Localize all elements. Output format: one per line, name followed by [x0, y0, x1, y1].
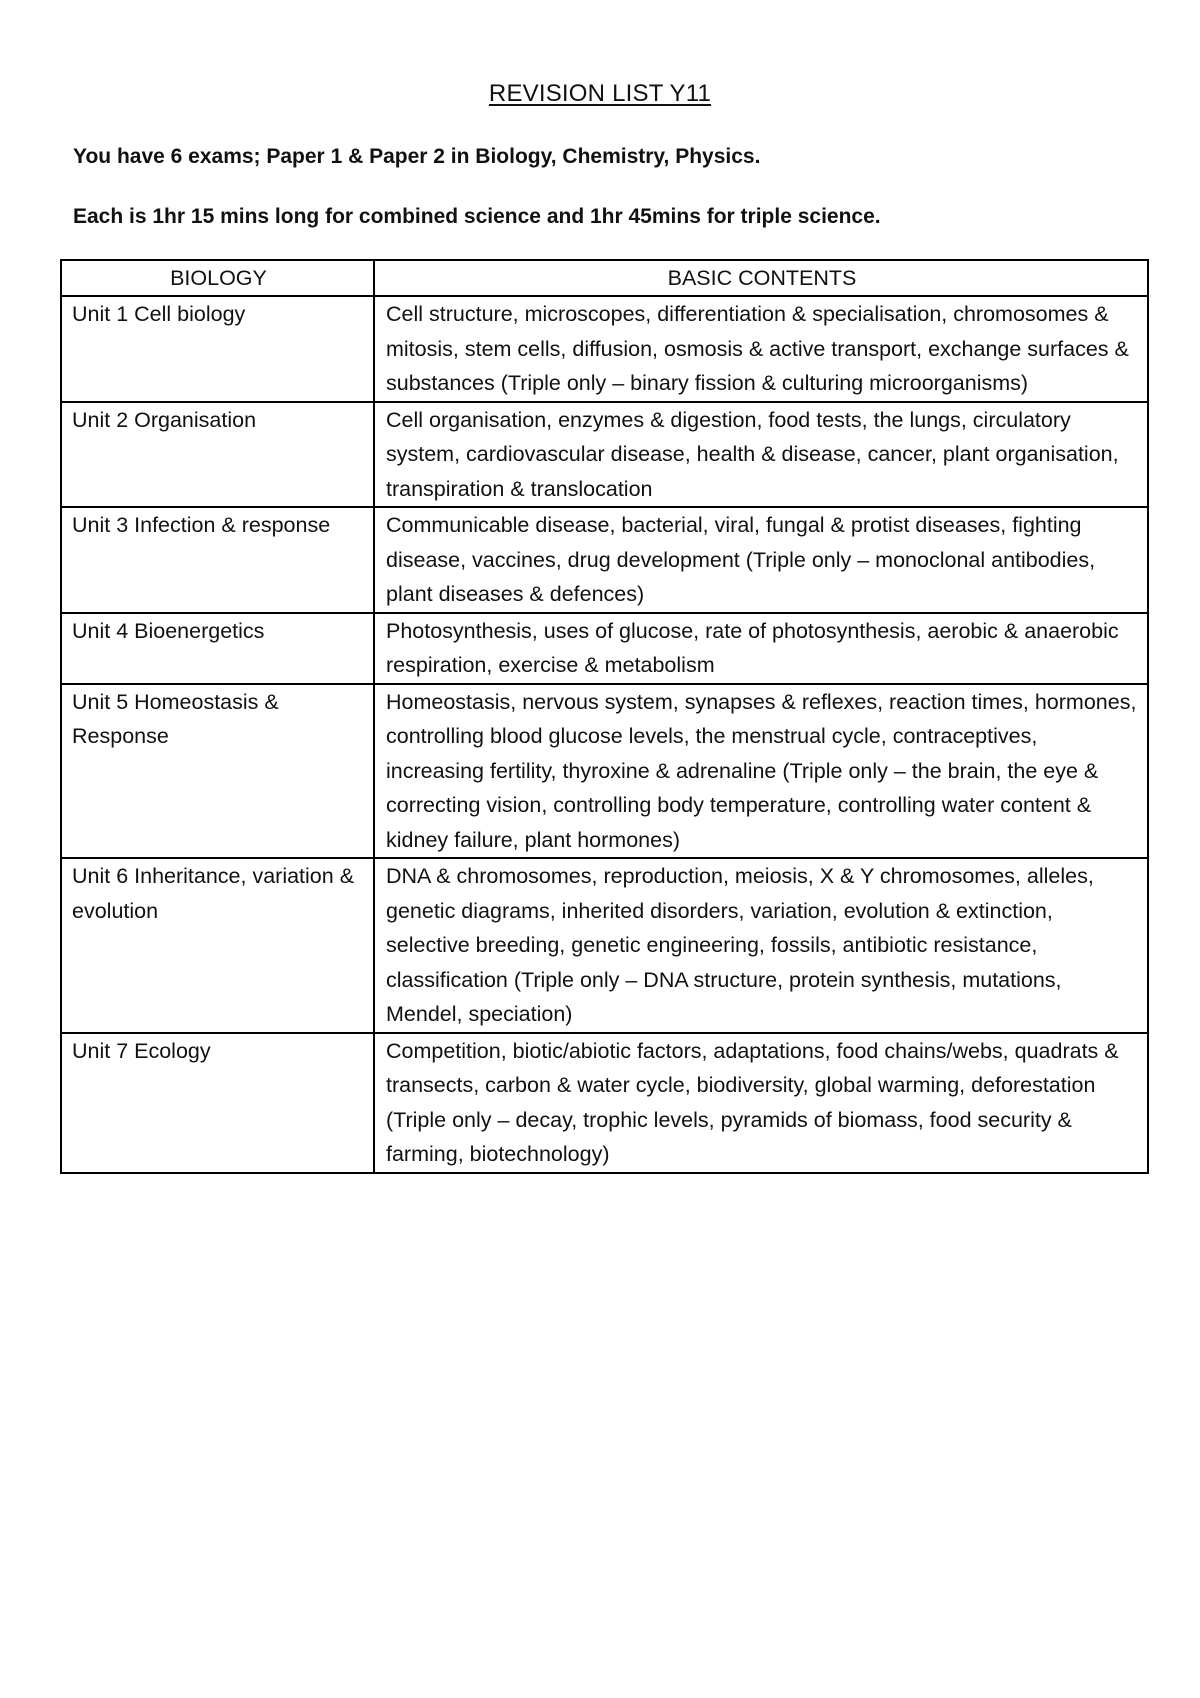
- unit-contents: Cell organisation, enzymes & digestion, food tests, the lungs, circulatory system, cardiovascular disease, health & disease, cancer, plant organisation, transpiration & translocation: [374, 402, 1148, 508]
- table-row: [61, 296, 1148, 402]
- unit-name: Unit 5 Homeostasis & Response: [61, 684, 374, 859]
- column-header-basic-contents: BASIC CONTENTS: [374, 260, 1148, 296]
- unit-contents: Photosynthesis, uses of glucose, rate of photosynthesis, aerobic & anaerobic respiration, exercise & metabolism: [374, 613, 1148, 684]
- table-row: [61, 1033, 1148, 1173]
- revision-table: [60, 259, 1149, 1174]
- unit-contents: Cell structure, microscopes, differentiation & specialisation, chromosomes & mitosis, stem cells, diffusion, osmosis & active transport, exchange surfaces & substances (Triple only – binary fission & culturing microorganisms): [374, 296, 1148, 402]
- table-row: [61, 402, 1148, 508]
- unit-name: Unit 1 Cell biology: [61, 296, 374, 402]
- unit-name: Unit 7 Ecology: [61, 1033, 374, 1173]
- table-row: [61, 684, 1148, 859]
- table-row: [61, 858, 1148, 1033]
- page-title: REVISION LIST Y11: [488, 80, 712, 107]
- unit-name: Unit 2 Organisation: [61, 402, 374, 508]
- unit-name: Unit 6 Inheritance, variation & evolution: [61, 858, 374, 1033]
- unit-name: Unit 3 Infection & response: [61, 507, 374, 613]
- unit-contents: DNA & chromosomes, reproduction, meiosis, X & Y chromosomes, alleles, genetic diagrams, inherited disorders, variation, evolution & extinction, selective breeding, genetic engineering, fossils, antibiotic resistance, classification (Triple only – DNA structure, protein synthesis, mutations, Mendel, speciation): [374, 858, 1148, 1033]
- table-row: [61, 507, 1148, 613]
- unit-name: Unit 4 Bioenergetics: [61, 613, 374, 684]
- intro-exams-line: You have 6 exams; Paper 1 & Paper 2 in Biology, Chemistry, Physics.: [73, 145, 761, 168]
- unit-contents: Homeostasis, nervous system, synapses & reflexes, reaction times, hormones, controlling blood glucose levels, the menstrual cycle, contraceptives, increasing fertility, thyroxine & adrenaline (Triple only – the brain, the eye & correcting vision, controlling body temperature, controlling water content & kidney failure, plant hormones): [374, 684, 1148, 859]
- unit-contents: Communicable disease, bacterial, viral, fungal & protist diseases, fighting disease, vaccines, drug development (Triple only – monoclonal antibodies, plant diseases & defences): [374, 507, 1148, 613]
- table-row: [61, 613, 1148, 684]
- intro-duration-line: Each is 1hr 15 mins long for combined science and 1hr 45mins for triple science.: [73, 205, 881, 228]
- table-header-row: [61, 260, 1148, 296]
- unit-contents: Competition, biotic/abiotic factors, adaptations, food chains/webs, quadrats & transects, carbon & water cycle, biodiversity, global warming, deforestation (Triple only – decay, trophic levels, pyramids of biomass, food security & farming, biotechnology): [374, 1033, 1148, 1173]
- column-header-biology: BIOLOGY: [61, 260, 374, 296]
